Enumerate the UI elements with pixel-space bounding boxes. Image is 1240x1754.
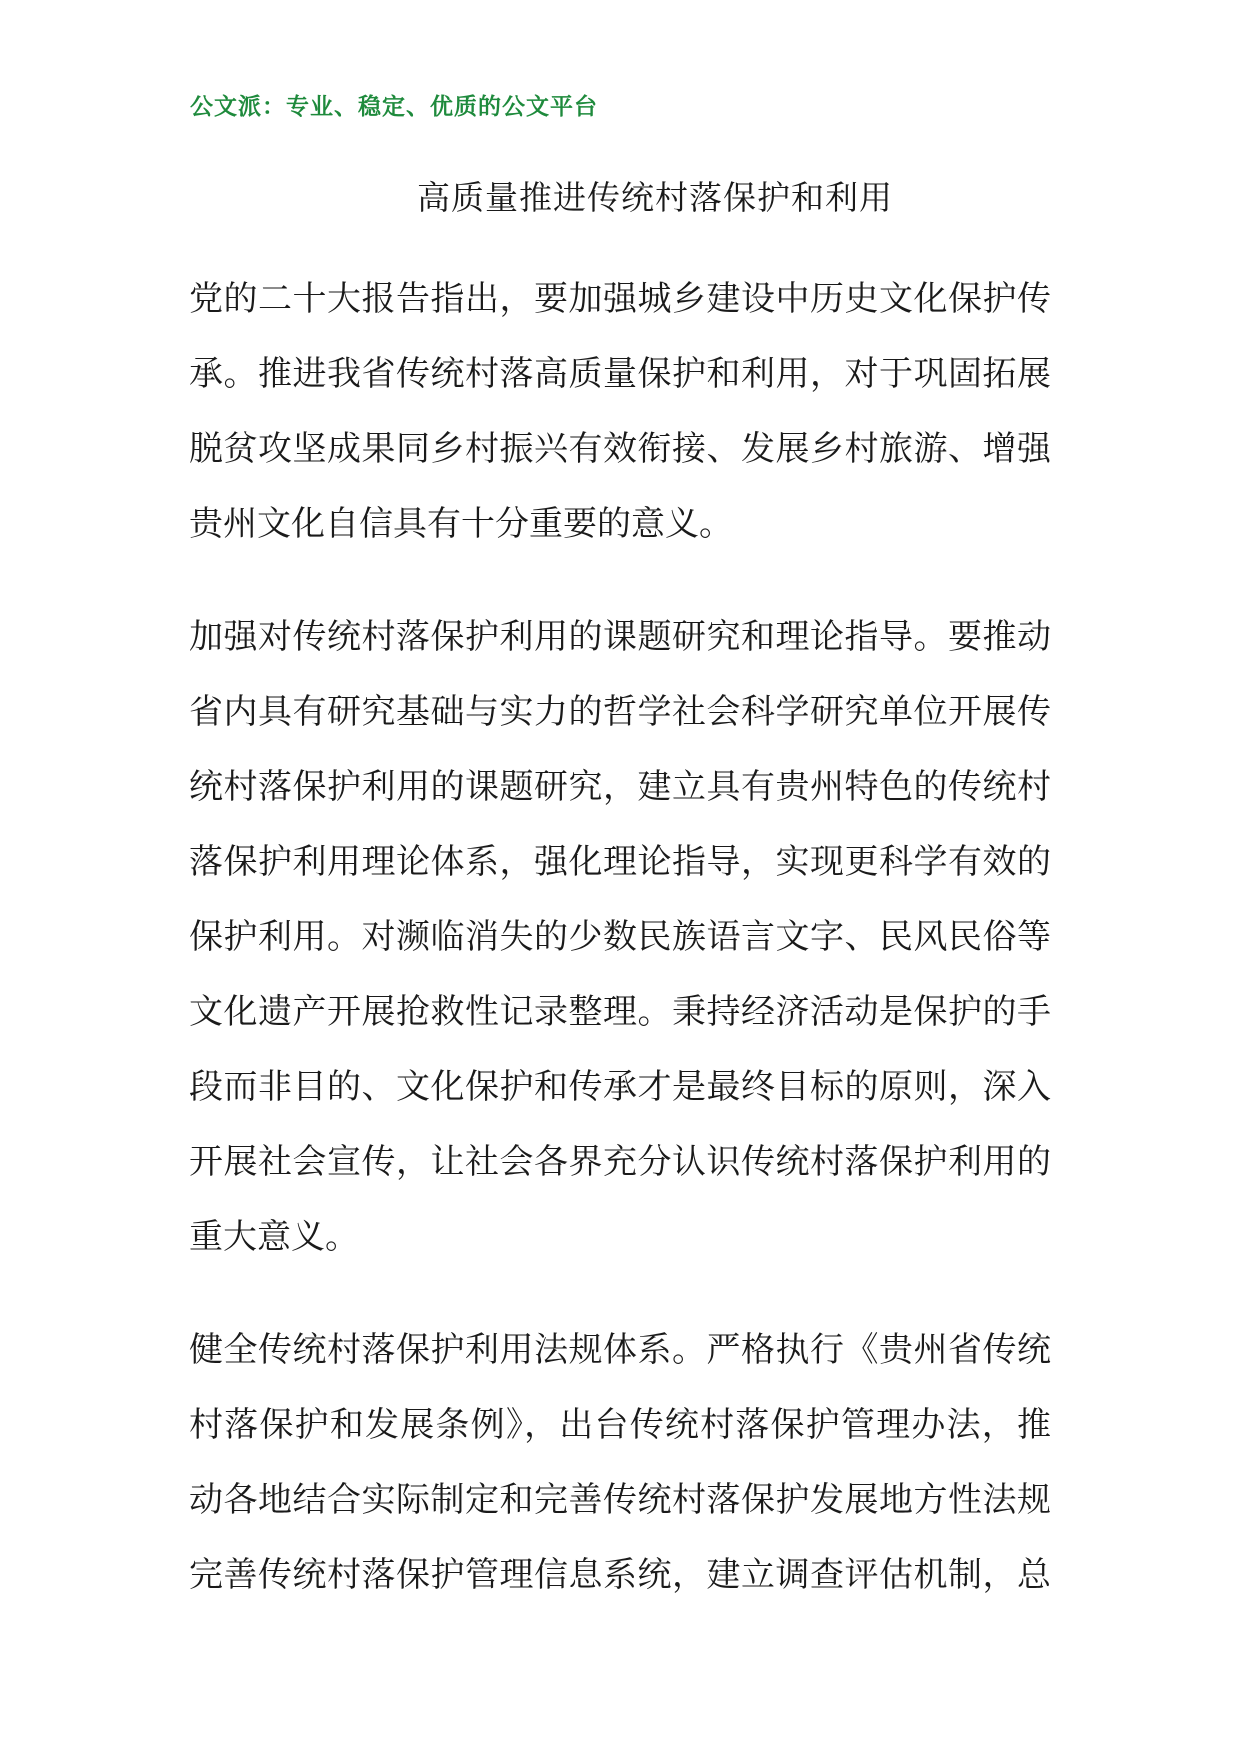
text-line: 保护利用。对濒临消失的少数民族语言文字、民风民俗等 [189, 917, 1051, 957]
document-body [189, 262, 1051, 1651]
paragraph-1 [189, 262, 1051, 562]
document-title: 高质量推进传统村落保护和利用 [417, 178, 893, 217]
text-line: 承。推进我省传统村落高质量保护和利用，对于巩固拓展 [189, 354, 1051, 394]
text-line: 党的二十大报告指出，要加强城乡建设中历史文化保护传 [189, 279, 1051, 319]
paragraph-2 [189, 600, 1051, 1275]
text-line: 段而非目的、文化保护和传承才是最终目标的原则，深入 [189, 1067, 1051, 1107]
text-line: 省内具有研究基础与实力的哲学社会科学研究单位开展传 [189, 692, 1051, 732]
text-line: 重大意义。 [189, 1217, 359, 1257]
text-line: 贵州文化自信具有十分重要的意义。 [189, 504, 733, 544]
text-line: 加强对传统村落保护利用的课题研究和理论指导。要推动 [189, 617, 1051, 657]
text-line: 健全传统村落保护利用法规体系。严格执行《贵州省传统 [189, 1330, 1051, 1370]
paragraph-3 [189, 1313, 1051, 1613]
text-line: 完善传统村落保护管理信息系统，建立调查评估机制，总 [189, 1555, 1051, 1595]
text-line: 统村落保护利用的课题研究，建立具有贵州特色的传统村 [189, 767, 1051, 807]
text-line: 脱贫攻坚成果同乡村振兴有效衔接、发展乡村旅游、增强 [189, 429, 1051, 469]
text-line: 开展社会宣传，让社会各界充分认识传统村落保护利用的 [189, 1142, 1051, 1182]
text-line: 动各地结合实际制定和完善传统村落保护发展地方性法规 [189, 1480, 1051, 1520]
site-tagline: 公文派：专业、稳定、优质的公文平台 [190, 94, 598, 120]
text-line: 村落保护和发展条例》，出台传统村落保护管理办法，推 [189, 1405, 1051, 1445]
text-line: 文化遗产开展抢救性记录整理。秉持经济活动是保护的手 [189, 992, 1051, 1032]
text-line: 落保护利用理论体系，强化理论指导，实现更科学有效的 [189, 842, 1051, 882]
